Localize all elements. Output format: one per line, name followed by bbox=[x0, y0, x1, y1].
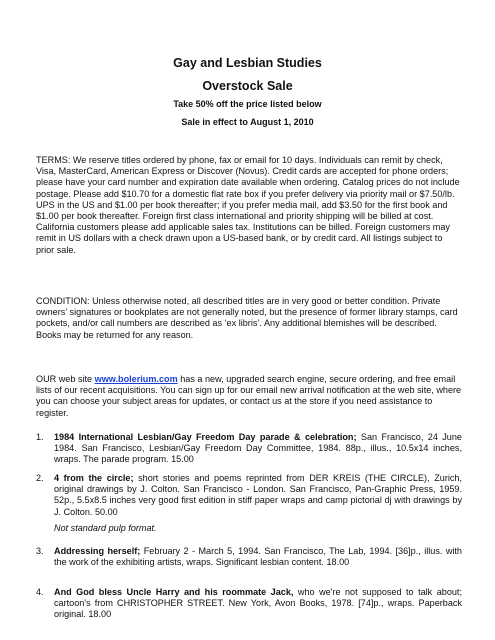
item-details: San Francisco, 24 June 1984. San Francisco, Lesbian/Gay Freedom Day Committee, 1984. 88p., illus., 10.5x14 inches, wraps. The parade program. 15.00 bbox=[54, 432, 462, 465]
item-number: 2. bbox=[36, 473, 44, 483]
list-item bbox=[36, 587, 462, 621]
item-description bbox=[54, 432, 462, 466]
item-title: And God bless Uncle Harry and his roommate Jack, bbox=[54, 587, 294, 597]
website-prefix: OUR web site bbox=[36, 374, 95, 384]
website-suffix: has a new, upgraded search engine, secure ordering, and free email lists of our recent acquisitions. You can sign up for our email new arrival notification at the web site, where you can choose your subject areas for updates, or contact us at the store if you need assistance to register. bbox=[36, 374, 462, 418]
item-title: 4 from the circle; bbox=[54, 473, 134, 483]
catalog-title: Gay and Lesbian Studies bbox=[173, 56, 322, 70]
website-link[interactable]: www.bolerium.com bbox=[94, 374, 178, 384]
terms-paragraph: TERMS: We reserve titles ordered by phone, fax or email for 10 days. Individuals can remit by check, Visa, MasterCard, American Express or Discover (Novus). Credit cards are accepted for phone orders; please have your card number and expiration date available when ordering. Catalog prices do not include postage. Please add $10.70 for a domestic flat rate box if you prefer delivery via priority mail or $7.50/lb. UPS in the US and $1.00 per book thereafter; if you prefer media mail, add $3.50 for the first book and $1.00 per book thereafter. Foreign first class international and priority shipping will be billed at cost. California customers please add applicable sales tax. Institutions can be billed. Foreign customers may remit in US dollars with a check drawn upon a US-based bank, or by credit card. All listings subject to prior sale. bbox=[36, 155, 460, 255]
condition-paragraph: CONDITION: Unless otherwise noted, all described titles are in very good or better condition. Private owners’ signatures or bookplates are not generally noted, but the presence of former library stamps, card pockets, and/or call numbers are described as ‘ex libris’. Any additional blemishes will be described. Books may be returned for any reason. bbox=[36, 296, 458, 340]
list-item bbox=[36, 473, 462, 519]
sale-title: Overstock Sale bbox=[202, 79, 293, 93]
item-number: 4. bbox=[36, 587, 44, 597]
item-description bbox=[54, 587, 462, 621]
item-description bbox=[54, 546, 462, 568]
item-details: short stories and poems reprinted from DER KREIS (THE CIRCLE), Zurich, original drawings by J. Colton. San Francisco - London. San Francisco, Pan-Graphic Press, 1959. 52p., 5.5x8.5 inches very good first edition in stiff paper wraps and camp pictorial dj with drawings by J. Colton. 50.00 bbox=[54, 473, 463, 517]
sale-date-line: Sale in effect to August 1, 2010 bbox=[181, 117, 314, 127]
discount-line: Take 50% off the price listed below bbox=[173, 99, 322, 109]
item-details: who we're not supposed to talk about; cartoon's from CHRISTOPHER STREET. New York, Avon Books, 1978. [74]p., wraps. Paperback original. 18.00 bbox=[54, 587, 462, 620]
website-paragraph bbox=[36, 374, 462, 419]
list-item bbox=[36, 432, 462, 466]
item-note: Not standard pulp format. bbox=[54, 523, 157, 533]
item-title: 1984 International Lesbian/Gay Freedom Day parade & celebration; bbox=[54, 432, 357, 442]
list-item bbox=[36, 546, 462, 580]
item-number: 1. bbox=[36, 432, 44, 442]
item-details: February 2 - March 5, 1994. San Francisco, The Lab, 1994. [36]p., illus. with the work of the exhibiting artists, wraps. Significant lesbian content. 18.00 bbox=[54, 546, 462, 568]
item-description bbox=[54, 473, 462, 518]
item-number: 3. bbox=[36, 546, 44, 556]
item-title: Addressing herself; bbox=[54, 546, 141, 556]
